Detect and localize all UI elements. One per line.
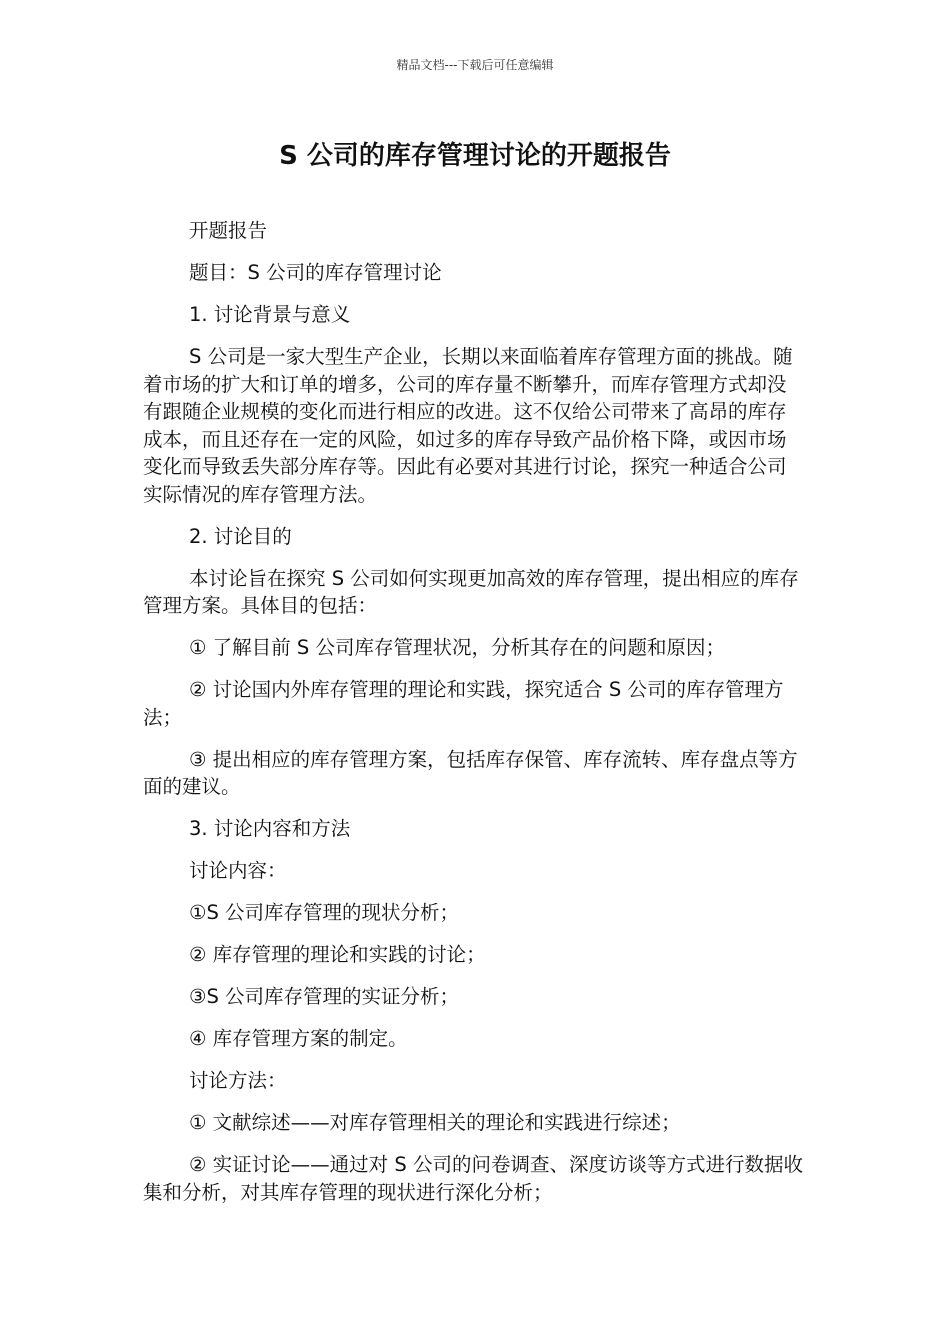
document-title: S 公司的库存管理讨论的开题报告 [279,141,671,171]
purpose-item-1: ① 了解目前 S 公司库存管理状况，分析其存在的问题和原因； [189,636,725,659]
method-item-2: ② 实证讨论——通过对 S 公司的问卷调查、深度访谈等方式进行数据收集和分析，对其库存管理的现状进行深化分析； [143,1153,803,1204]
section-heading-purpose: 2. 讨论目的 [189,524,292,548]
section-heading-background: 1. 讨论背景与意义 [189,303,351,326]
content-item-1: ①S 公司库存管理的现状分析； [189,901,460,924]
background-paragraph: S 公司是一家大型生产企业，长期以来面临着库存管理方面的挑战。随着市场的扩大和订单的增多，公司的库存量不断攀升，而库存管理方式却没有跟随企业规模的变化而进行相应的改进。这不仅给公司带来了高昂的库存成本，而且还存在一定的风险，如过多的库存导致产品价格下降，或因市场变化而导致丢失部分库存等。因此有必要对其进行讨论，探究一种适合公司实际情况的库存管理方法。 [143,345,793,506]
purpose-item-2: ② 讨论国内外库存管理的理论和实践，探究适合 S 公司的库存管理方法； [143,678,784,729]
purpose-item-3: ③ 提出相应的库存管理方案，包括库存保管、库存流转、库存盘点等方面的建议。 [143,747,798,798]
purpose-paragraph: 本讨论旨在探究 S 公司如何实现更加高效的库存管理，提出相应的库存管理方案。具体目的包括： [143,566,799,617]
method-item-1: ① 文献综述——对库存管理相关的理论和实践进行综述； [189,1111,681,1134]
document-body [143,217,803,1221]
section-label: 开题报告 [189,219,268,242]
header-note: 精品文档---下载后可任意编辑 [396,58,554,72]
content-item-3: ③S 公司库存管理的实证分析； [189,985,460,1008]
method-label: 讨论方法： [189,1069,287,1092]
section-heading-content-method: 3. 讨论内容和方法 [189,817,351,840]
content-item-4: ④ 库存管理方案的制定。 [189,1027,408,1050]
topic-line: 题目：S 公司的库存管理讨论 [189,261,442,284]
content-item-2: ② 库存管理的理论和实践的讨论； [189,943,486,966]
content-label: 讨论内容： [189,859,287,882]
